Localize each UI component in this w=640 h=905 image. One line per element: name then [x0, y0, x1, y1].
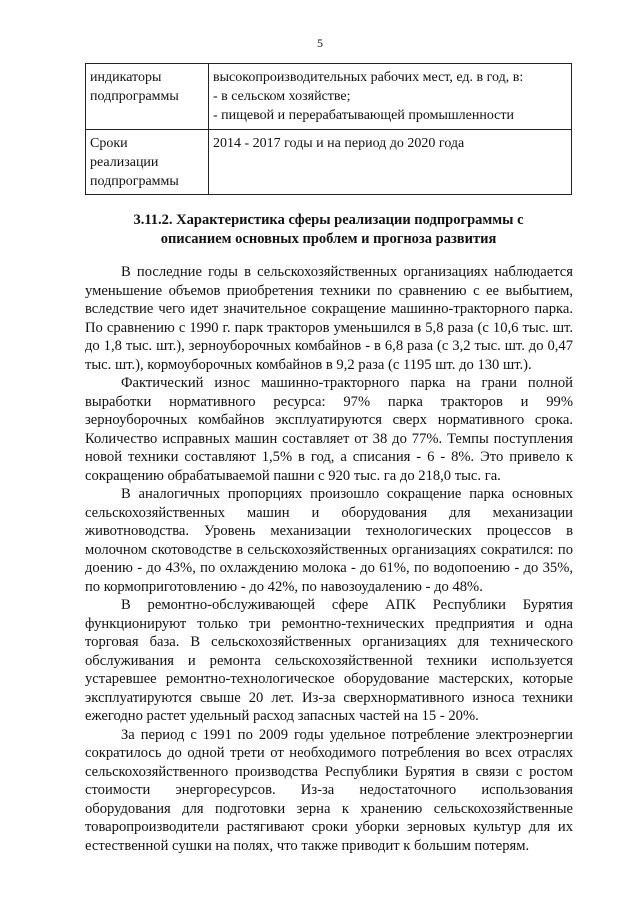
- cell-line: - пищевой и перерабатывающей промышленности: [213, 108, 514, 123]
- heading-line: 3.11.2. Характеристика сферы реализации подпрограммы с: [133, 212, 524, 228]
- table-row: [86, 130, 572, 195]
- page-number: 5: [317, 36, 323, 50]
- body-text: [85, 263, 573, 855]
- section-heading: [85, 211, 572, 249]
- cell-line: Сроки: [90, 136, 128, 151]
- cell-line: подпрограммы: [90, 89, 179, 104]
- table-cell-value: [209, 64, 572, 130]
- paragraph: За период с 1991 по 2009 годы удельное потребление электроэнергии сократилось до одной трети от необходимого потребления во всех отраслях сельскохозяйственного производства Республики Бурятия в связи с ростом стоимости энергоресурсов. Из-за недостаточного использования оборудования для подготовки зерна к хранению сельскохозяйственные товаропроизводители растягивают сроки уборки зерновых культур для их естественной сушки на полях, что также приводит к большим потерям.: [85, 726, 573, 854]
- paragraph: В последние годы в сельскохозяйственных организациях наблюдается уменьшение объемов приобретения техники по сравнению с ее выбытием, вследствие чего идет значительное сокращение машинно-тракторного парка. По сравнению с 1990 г. парк тракторов уменьшился в 5,8 раза (с 10,6 тыс. шт. до 1,8 тыс. шт.), зерноуборочных комбайнов - в 6,8 раза (с 3,2 тыс. шт. до 0,47 тыс. шт.), кормоуборочных комбайнов в 9,2 раза (с 1195 шт. до 130 шт.).: [85, 264, 573, 373]
- cell-line: 2014 - 2017 годы и на период до 2020 года: [213, 136, 465, 151]
- paragraph: В аналогичных пропорциях произошло сокращение парка основных сельскохозяйственных машин и оборудования для механизации животноводства. Уровень механизации технологических процессов в молочном скотоводстве в сельскохозяйственных организациях сократился: по доению - до 43%, по охлаждению молока - до 61%, по водопоению - до 35%, по кормоприготовлению - до 42%, по навозоудалению - до 48%.: [85, 486, 573, 595]
- heading-line: описанием основных проблем и прогноза развития: [160, 231, 497, 247]
- cell-line: индикаторы: [90, 70, 162, 85]
- paragraph: Фактический износ машинно-тракторного парка на грани полной выработки нормативного ресурса: 97% парка тракторов и 99% зерноуборочных комбайнов эксплуатируются сверх нормативного срока. Количество исправных машин составляет от 38 до 77%. Темпы поступления новой техники составляют 1,5% в год, а списания - 6 - 8%. Это привело к сокращению обрабатываемой пашни с 920 тыс. га до 218,0 тыс. га.: [85, 375, 573, 484]
- table-row: [86, 64, 572, 130]
- table-cell-label: [86, 130, 209, 195]
- cell-line: - в сельском хозяйстве;: [213, 89, 351, 104]
- cell-line: подпрограммы: [90, 174, 179, 189]
- table-cell-label: [86, 64, 209, 130]
- table-cell-value: [209, 130, 572, 195]
- paragraph: В ремонтно-обслуживающей сфере АПК Республики Бурятия функционируют только три ремонтно-технических предприятия и одна торговая база. В сельскохозяйственных организациях для технического обслуживания и ремонта сельскохозяйственной техники используется устаревшее ремонтно-технологическое оборудование мастерских, которые эксплуатируются свыше 20 лет. Из-за сверхнормативного износа техники ежегодно растет удельный расход запасных частей на 15 - 20%.: [85, 597, 573, 724]
- cell-line: реализации: [90, 155, 159, 170]
- cell-line: высокопроизводительных рабочих мест, ед. в год, в:: [213, 70, 524, 85]
- program-info-table: [85, 63, 572, 195]
